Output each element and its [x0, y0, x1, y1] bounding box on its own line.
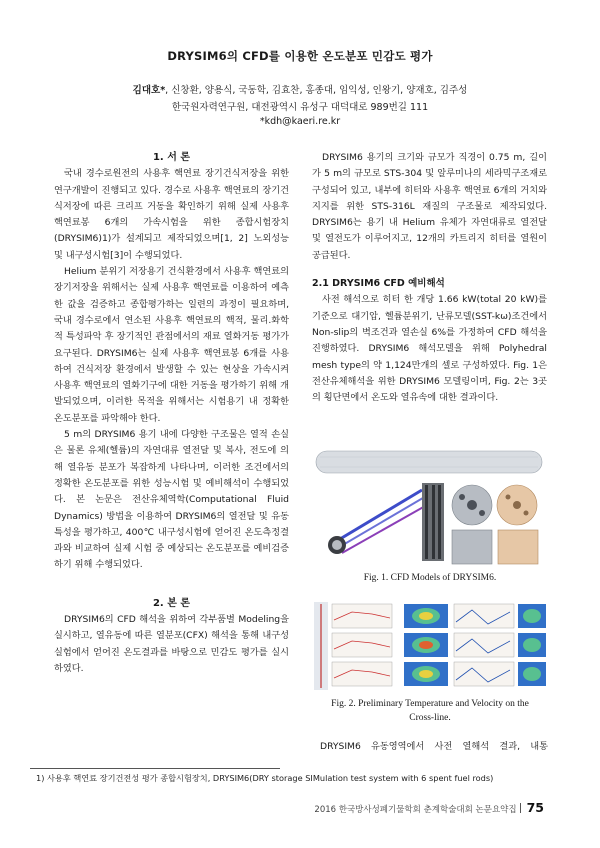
- body-paragraph-2: DRYSIM6 용기의 크기와 규모가 직경이 0.75 m, 길이가 5 m의 규모로 STS-304 및 알루미나의 세라믹구조재로 구성되어 있고, 내부에 히터와 사용후 핵연료 6개의 거치와 지지를 위한 STS-316L 재질의 구조물로 제작되었다. DRYSIM6는 용기 내 Helium 유체가 자연대류로 열전달 및 열전도가 이루어지고, 12개의 카트리지 히터를 열원이 공급된다.: [312, 152, 547, 261]
- figure-2-caption: Fig. 2. Preliminary Temperature and Velocity on the Cross-line.: [331, 699, 529, 723]
- vessel-cylinder-image: [316, 451, 542, 473]
- paper-title: DRYSIM6의 CFD를 이용한 온도분포 민감도 평가: [167, 49, 433, 63]
- section-heading-introduction: 1. 서 론: [152, 152, 191, 163]
- temperature-plots-image: [314, 602, 392, 690]
- footnote-divider: [30, 768, 280, 769]
- footer-separator: [520, 803, 521, 813]
- lead-author: 김대호*: [132, 85, 166, 96]
- intro-paragraph-1: 국내 경수로원전의 사용후 핵연료 장기건식저장을 위한 연구개발이 진행되고 있다. 경수로 사용후 핵연료의 장기건식저장에 따른 크리프 거동을 확인하기 위해 실제 사용후 핵연료봉 6개의 가속시험을 위한 종합시험장치(DRYSIM6)1)가 설계되고 제작되었으며[1, 2] 노외성능 및 내구성시험[3]이 수행되었다.: [54, 168, 289, 261]
- body-paragraph-1: DRYSIM6의 CFD 해석을 위하여 각부품별 Modeling을 실시하고, 열유동에 따른 열분포(CFX) 해석을 통해 내구성실험에서 얻어진 온도결과를 바탕으로 민감도 평가를 실시하였다.: [54, 614, 289, 674]
- footnote: 1) 사용후 핵연료 장기건전성 평가 종합시험장치, DRYSIM6(DRY storage SIMulation test system with 6 spent fuel rods): [36, 773, 494, 783]
- left-column: [54, 150, 289, 677]
- figure-1-caption: Fig. 1. CFD Models of DRYSIM6.: [363, 573, 497, 583]
- author-list: [0, 82, 600, 96]
- body-paragraph-4-start: DRYSIM6 유동영역에서 사전 열해석 결과, 내통: [320, 741, 548, 752]
- page-number: 75: [526, 800, 544, 815]
- contour-maps-image: [404, 604, 546, 686]
- figure-2-contour-plots: [312, 600, 548, 692]
- coauthors: , 신창환, 양용식, 국동학, 김효찬, 홍종대, 임익성, 인왕기, 양재호, 김주성: [165, 85, 468, 96]
- section-heading-body: 2. 본 론: [152, 597, 191, 609]
- figure-1-cfd-model: [312, 445, 548, 570]
- conference-name: 2016 한국방사성폐기물학회 춘계학술대회 논문요약집: [314, 805, 517, 815]
- right-column: [312, 150, 547, 406]
- intro-paragraph-2: Helium 분위기 저장용기 건식환경에서 사용후 핵연료의 장기저장을 위해서는 실제 사용후 핵연료를 이용하여 예측한 값을 검증하고 종합평가하는 일련의 과정이 필요하며, 국내 경수로에서 연소된 사용후 핵연료의 핵적, 물리.화학적 특성파악 후 장기적인 관점에서의 재료 열화거동 평가가 요구된다. DRYSIM6는 실제 사용후 핵연료봉 6개를 사용하여 건식저장 환경에서 발생할 수 있는 현상을 가속시켜 사용후 핵연료의 열화기구에 대한 거동을 평가하기 위해 개발되었으며, 이러한 목적을 위해서는 시험용기 내 정확한 온도분포를 파악해야 한다.: [54, 266, 289, 424]
- author-email: *kdh@kaeri.re.kr: [259, 116, 341, 127]
- affiliation: 한국원자력연구원, 대전광역시 유성구 대덕대로 989번길 111: [171, 102, 429, 113]
- page-footer: [314, 800, 544, 815]
- intro-paragraph-3: 5 m의 DRYSIM6 용기 내에 다양한 구조물은 열적 손실은 물론 유체(헬륨)의 자연대류 열전달 및 복사, 전도에 의해 열유동 분포가 복잡하게 나타나며, 이러한 조건에서의 정확한 온도분포를 위한 성능시험 및 예비해석이 수행되었다. 본 논문은 전산유체역학(Computational Fluid Dynamics) 방법을 이용하여 DRYSIM6의 열전달 및 유동특성을 평가하고, 400℃ 내구성시험에 얻어진 온도측정결과와 비교하여 실제 시험 중 예상되는 온도분포를 예비검증하기 위해 수행되었다.: [54, 429, 289, 571]
- body-paragraph-3: 사전 해석으로 히터 한 개당 1.66 kW(total 20 kW)를 기준으로 대기압, 헬륨분위기, 난류모델(SST-kω)조건에서 Non-slip의 벽조건과 열손실 6%를 가정하여 CFD 해석을 진행하였다. DRYSIM6 해석모델을 위해 Polyhedral mesh type의 약 1,124만개의 셀로 구성하였다. Fig. 1은 전산유체해석을 위한 DRYSIM6 모델링이며, Fig. 2는 3곳의 횡단면에서 온도와 열유속에 대한 결과이다.: [312, 294, 547, 404]
- subsection-heading: 2.1 DRYSIM6 CFD 예비해석: [312, 278, 445, 290]
